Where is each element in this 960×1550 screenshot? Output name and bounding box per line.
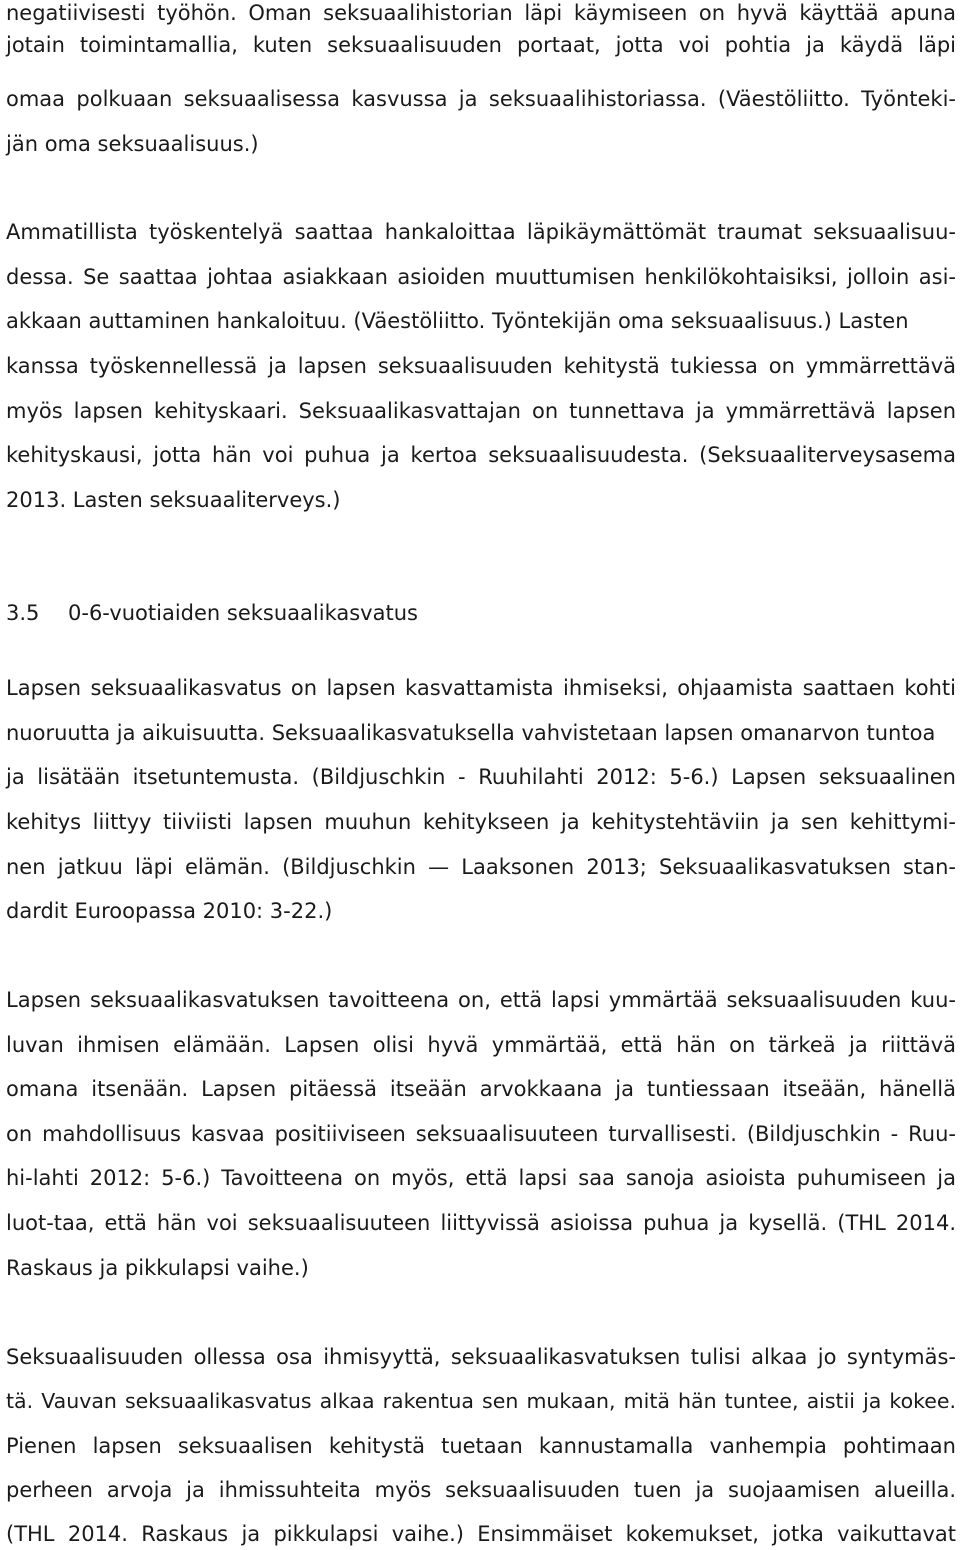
text-line: tä. Vauvan seksuaalikasvatus alkaa rakentua sen mukaan, mitä hän tuntee, aistii ja kokee.: [6, 1389, 956, 1413]
text-line: Seksuaalisuuden ollessa osa ihmisyyttä, seksuaalikasvatuksen tulisi alkaa jo syntymäs-: [6, 1345, 956, 1369]
text-line: jotain toimintamallia, kuten seksuaalisuuden portaat, jotta voi pohtia ja käydä läpi: [6, 33, 956, 57]
text-line: jän oma seksuaalisuus.): [6, 132, 259, 156]
text-line: Pienen lapsen seksuaalisen kehitystä tuetaan kannustamalla vanhempia pohtimaan: [6, 1434, 956, 1458]
text-line: luvan ihmisen elämään. Lapsen olisi hyvä ymmärtää, että hän on tärkeä ja riittävä: [6, 1033, 956, 1057]
text-line: luot-taa, että hän voi seksuaalisuuteen liittyvissä asioissa puhua ja kysellä. (THL 2014.: [6, 1211, 956, 1235]
text-line: (THL 2014. Raskaus ja pikkulapsi vaihe.) Ensimmäiset kokemukset, jotka vaikuttavat: [6, 1522, 956, 1546]
text-line: omaa polkuaan seksuaalisessa kasvussa ja seksuaalihistoriassa. (Väestöliitto. Työnteki-: [6, 87, 956, 111]
text-line: Lapsen seksuaalikasvatuksen tavoitteena on, että lapsi ymmärtää seksuaalisuuden kuu-: [6, 988, 956, 1012]
text-line: perheen arvoja ja ihmissuhteita myös seksuaalisuuden tuen ja suojaamisen alueilla.: [6, 1478, 956, 1502]
text-line: Lapsen seksuaalikasvatus on lapsen kasvattamista ihmiseksi, ohjaamista saattaen kohti: [6, 676, 956, 700]
text-line: kehitys liittyy tiiviisti lapsen muuhun kehitykseen ja kehitystehtäviin ja sen kehittymi-: [6, 810, 956, 834]
section-title: 0-6-vuotiaiden seksuaalikasvatus: [68, 601, 418, 625]
text-line: negatiivisesti työhön. Oman seksuaalihistorian läpi käymiseen on hyvä käyttää apuna: [6, 1, 956, 25]
text-line: on mahdollisuus kasvaa positiiviseen seksuaalisuuteen turvallisesti. (Bildjuschkin - Ruu-: [6, 1122, 956, 1146]
text-line: kehityskausi, jotta hän voi puhua ja kertoa seksuaalisuudesta. (Seksuaaliterveysasema: [6, 443, 956, 467]
text-line: hi-lahti 2012: 5-6.) Tavoitteena on myös, että lapsi saa sanoja asioista puhumiseen ja: [6, 1166, 956, 1190]
text-line: kanssa työskennellessä ja lapsen seksuaalisuuden kehitystä tukiessa on ymmärrettävä: [6, 354, 956, 378]
text-line: Ammatillista työskentelyä saattaa hankaloittaa läpikäymättömät traumat seksuaalisuu-: [6, 220, 956, 244]
text-line: dessa. Se saattaa johtaa asiakkaan asioiden muuttumisen henkilökohtaisiksi, jolloin asi-: [6, 265, 956, 289]
section-heading: [6, 599, 956, 627]
section-number: 3.5: [6, 601, 40, 625]
text-line: dardit Euroopassa 2010: 3-22.): [6, 899, 333, 923]
text-line: nen jatkuu läpi elämän. (Bildjuschkin — Laaksonen 2013; Seksuaalikasvatuksen stan-: [6, 855, 956, 879]
text-line: ja lisätään itsetuntemusta. (Bildjuschkin - Ruuhilahti 2012: 5-6.) Lapsen seksuaalinen: [6, 765, 956, 789]
text-line: nuoruutta ja aikuisuutta. Seksuaalikasvatuksella vahvistetaan lapsen omanarvon tuntoa: [6, 721, 936, 745]
text-line: akkaan auttaminen hankaloituu. (Väestöliitto. Työntekijän oma seksuaalisuus.) Lasten: [6, 309, 909, 333]
text-line: omana itsenään. Lapsen pitäessä itseään arvokkaana ja tuntiessaan itseään, hänellä: [6, 1077, 956, 1101]
text-line: Raskaus ja pikkulapsi vaihe.): [6, 1256, 309, 1280]
text-line: 2013. Lasten seksuaaliterveys.): [6, 488, 341, 512]
text-line: myös lapsen kehityskaari. Seksuaalikasvattajan on tunnettava ja ymmärrettävä lapsen: [6, 399, 956, 423]
